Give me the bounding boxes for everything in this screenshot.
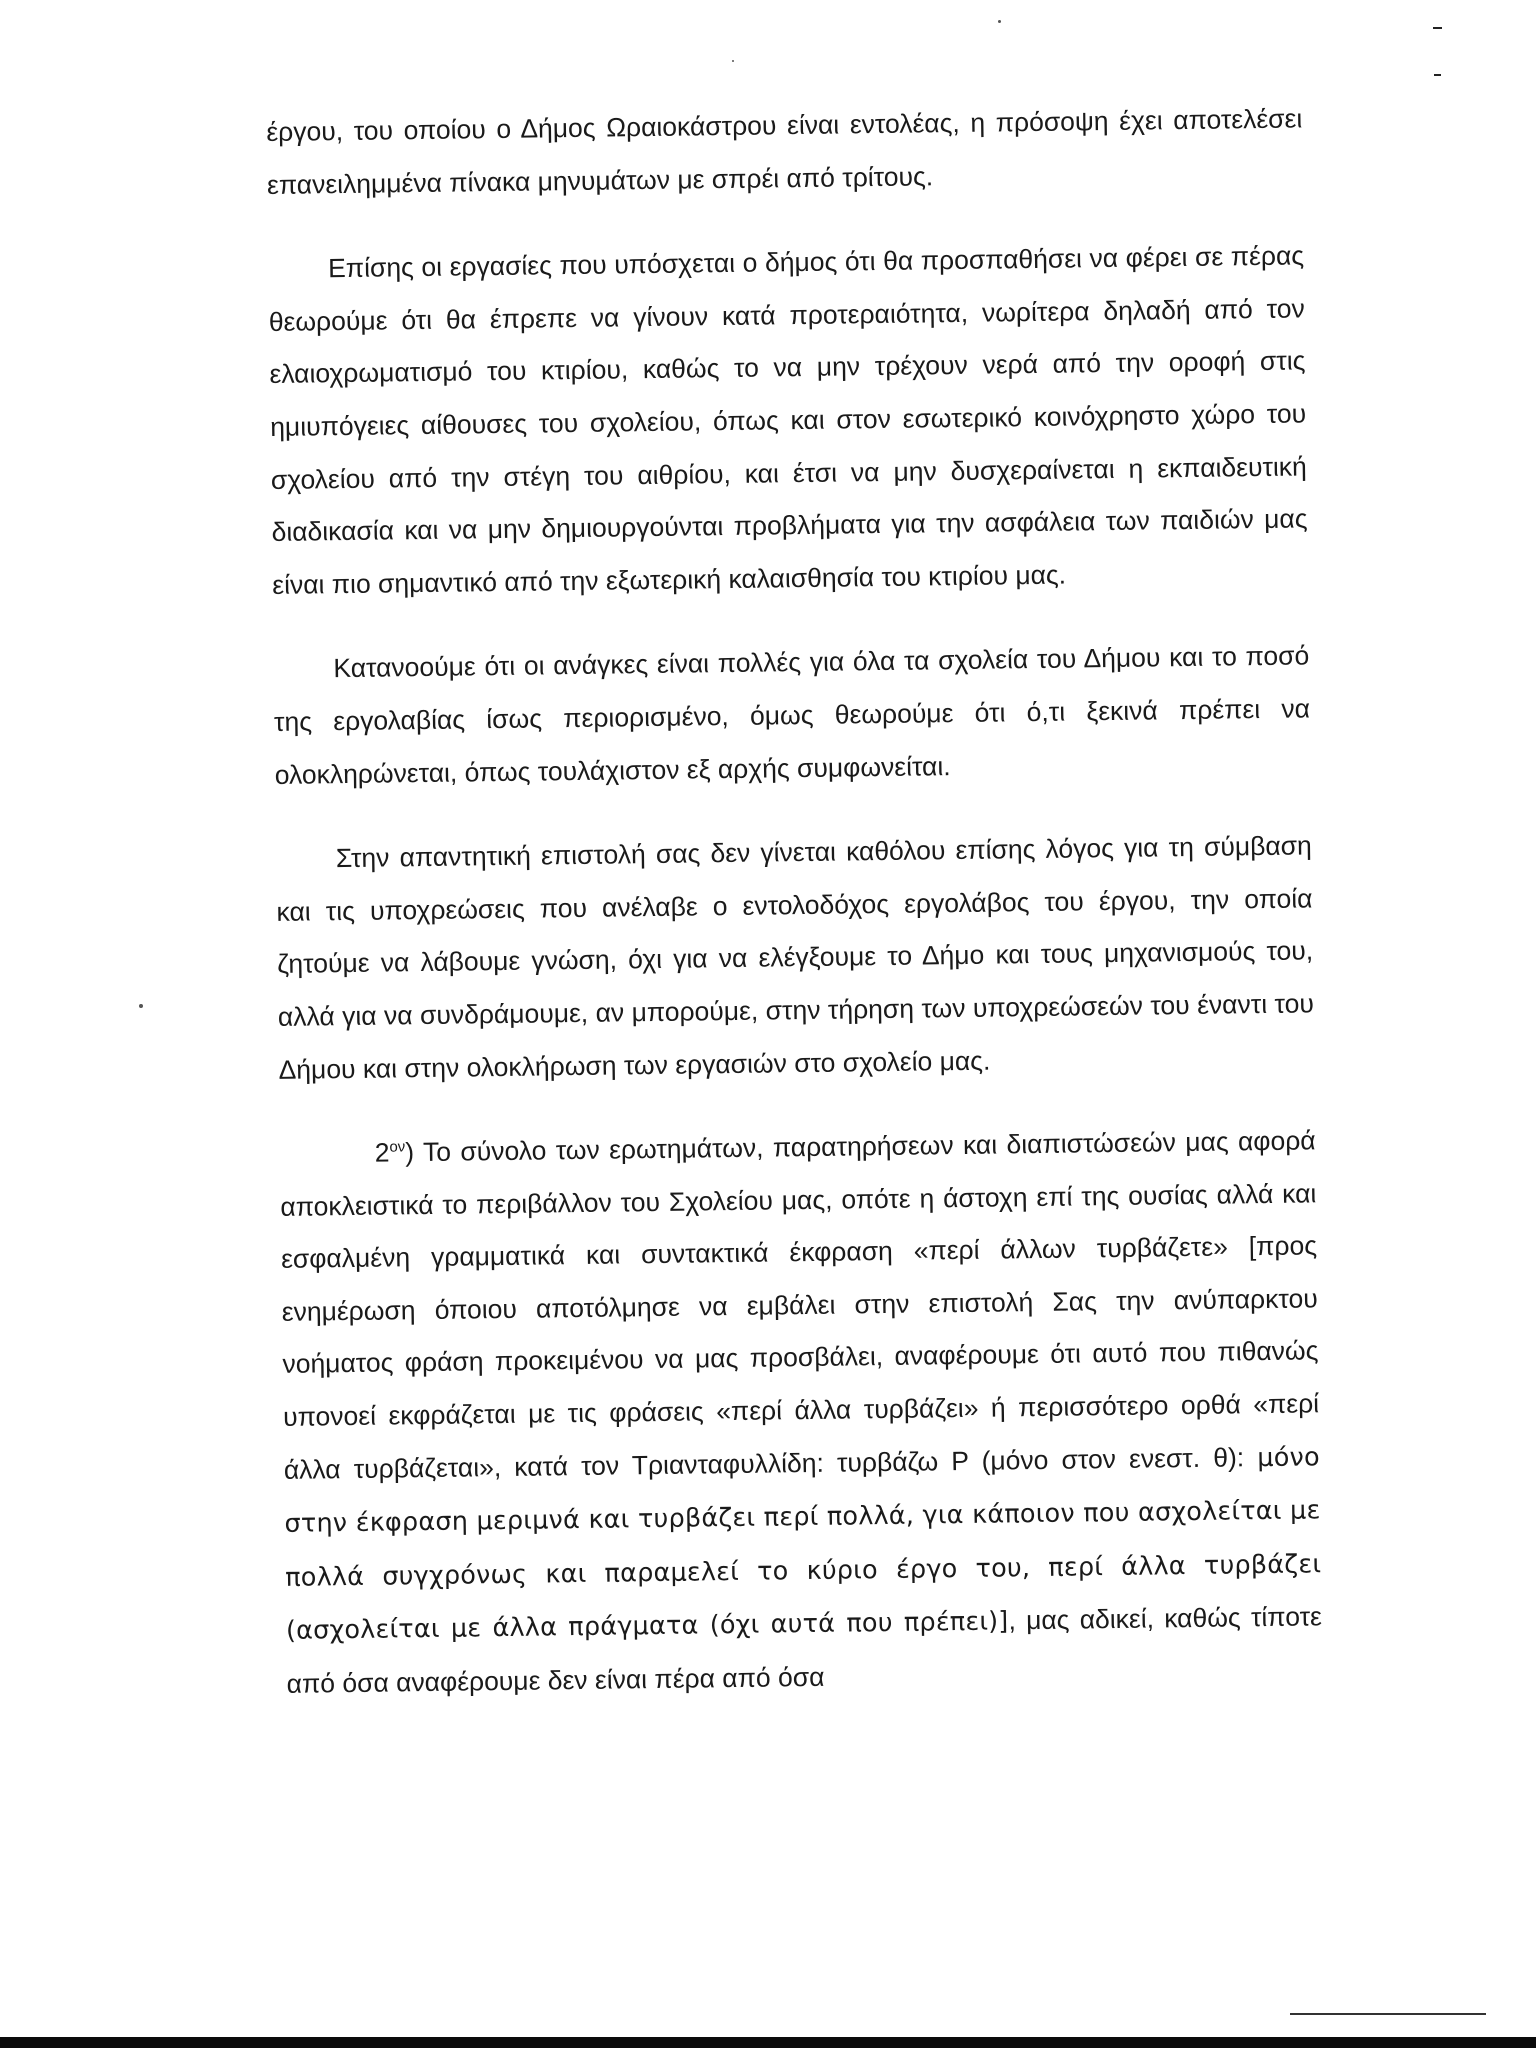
paragraph-5-dictionary-quote: μόνο στην έκφραση μεριμνά και τυρβάζει περί πολλά, για κάποιον που ασχολείται με πολλά συγχρόνως και παραμελεί το κύριο έργο του, περί άλλα τυρβάζει (ασχολείται με άλλα πράγματα (όχι αυτά που πρέπει)] xyxy=(284,1441,1322,1647)
paragraph-5-ending: , μας αδικεί, καθώς τίποτε από όσα αναφέρουμε δεν είναι πέρα από όσα xyxy=(286,1601,1323,1699)
paragraph-4: Στην απαντητική επιστολή σας δεν γίνεται καθόλου επίσης λόγος για τη σύμβαση και τις υποχρεώσεις που ανέλαβε ο εντολοδόχος εργολάβος του έργου, την οποία ζητούμε να λάβουμε γνώση, όχι για να ελέγξουμε το Δήμο και τους μηχανισμούς του, αλλά για να συνδράμουμε, αν μπορούμε, στην τήρηση των υποχρεώσεών του έναντι του Δήμου και στην ολοκλήρωση των εργασιών στο σχολείο μας. xyxy=(276,830,1315,1085)
paragraph-3: Κατανοούμε ότι οι ανάγκες είναι πολλές για όλα τα σχολεία του Δήμου και το ποσό της εργολαβίας ίσως περιορισμένο, όμως θεωρούμε ότι ό,τι ξεκινά πρέπει να ολοκληρώνεται, όπως τουλάχιστον εξ αρχής συμφωνείται. xyxy=(273,640,1311,790)
letter-body xyxy=(266,92,1323,1742)
scan-speck-left xyxy=(139,1004,143,1008)
scan-mark-right xyxy=(1434,74,1441,76)
footer-rule xyxy=(1290,2013,1486,2015)
paragraph-1: έργου, του οποίου ο Δήμος Ωραιοκάστρου είναι εντολέας, η πρόσοψη έχει αποτελέσει επανειλημμένα πίνακα μηνυμάτων με σπρέι από τρίτους. xyxy=(266,103,1303,200)
paragraph-2: Επίσης οι εργασίες που υπόσχεται ο δήμος ότι θα προσπαθήσει να φέρει σε πέρας θεωρούμε ότι θα έπρεπε να γίνουν κατά προτεραιότητα, νωρίτερα δηλαδή από τον ελαιοχρωματισμό του κτιρίου, καθώς το να μην τρέχουν νερά από την οροφή στις ημιυπόγειες αίθουσες του σχολείου, όπως και στον εσωτερικό κοινόχρηστο χώρο του σχολείου από την στέγη του αιθρίου, και έτσι να μην δυσχεραίνεται η εκπαιδευτική διαδικασία και να μην δημιουργούνται προβλήματα για την ασφάλεια των παιδιών μας είναι πιο σημαντικό από την εξωτερική καλαισθησία του κτιρίου μας. xyxy=(268,240,1308,600)
scan-speck-top xyxy=(998,20,1001,23)
paragraph-5 xyxy=(279,1114,1323,1710)
scan-speck-top-mid xyxy=(732,60,734,62)
paragraph-5-number: 2 xyxy=(374,1137,390,1168)
scan-bottom-border xyxy=(0,2037,1536,2048)
paragraph-5-body: ) Το σύνολο των ερωτημάτων, παρατηρήσεων και διαπιστώσεών μας αφορά αποκλειστικά το περιβάλλον του Σχολείου μας, οπότε η άστοχη επί της ουσίας αλλά και εσφαλμένη γραμματικά και συντακτικά έκφραση «περί άλλων τυρβάζετε» [προς ενημέρωση όποιου αποτόλμησε να εμβάλει στην επιστολή Σας την ανύπαρκτου νοήματος φράση προκειμένου να μας προσβάλει, αναφέρουμε ότι αυτό που πιθανώς υπονοεί εκφράζεται με τις φράσεις «περί άλλα τυρβάζει» ή περισσότερο ορθά «περί άλλα τυρβάζεται», κατά τον Τριανταφυλλίδη: τυρβάζω Ρ (μόνο στον ενεστ. θ): xyxy=(280,1125,1320,1485)
scan-mark-top-right xyxy=(1433,27,1442,29)
paragraph-5-ordinal: ον xyxy=(389,1138,406,1156)
